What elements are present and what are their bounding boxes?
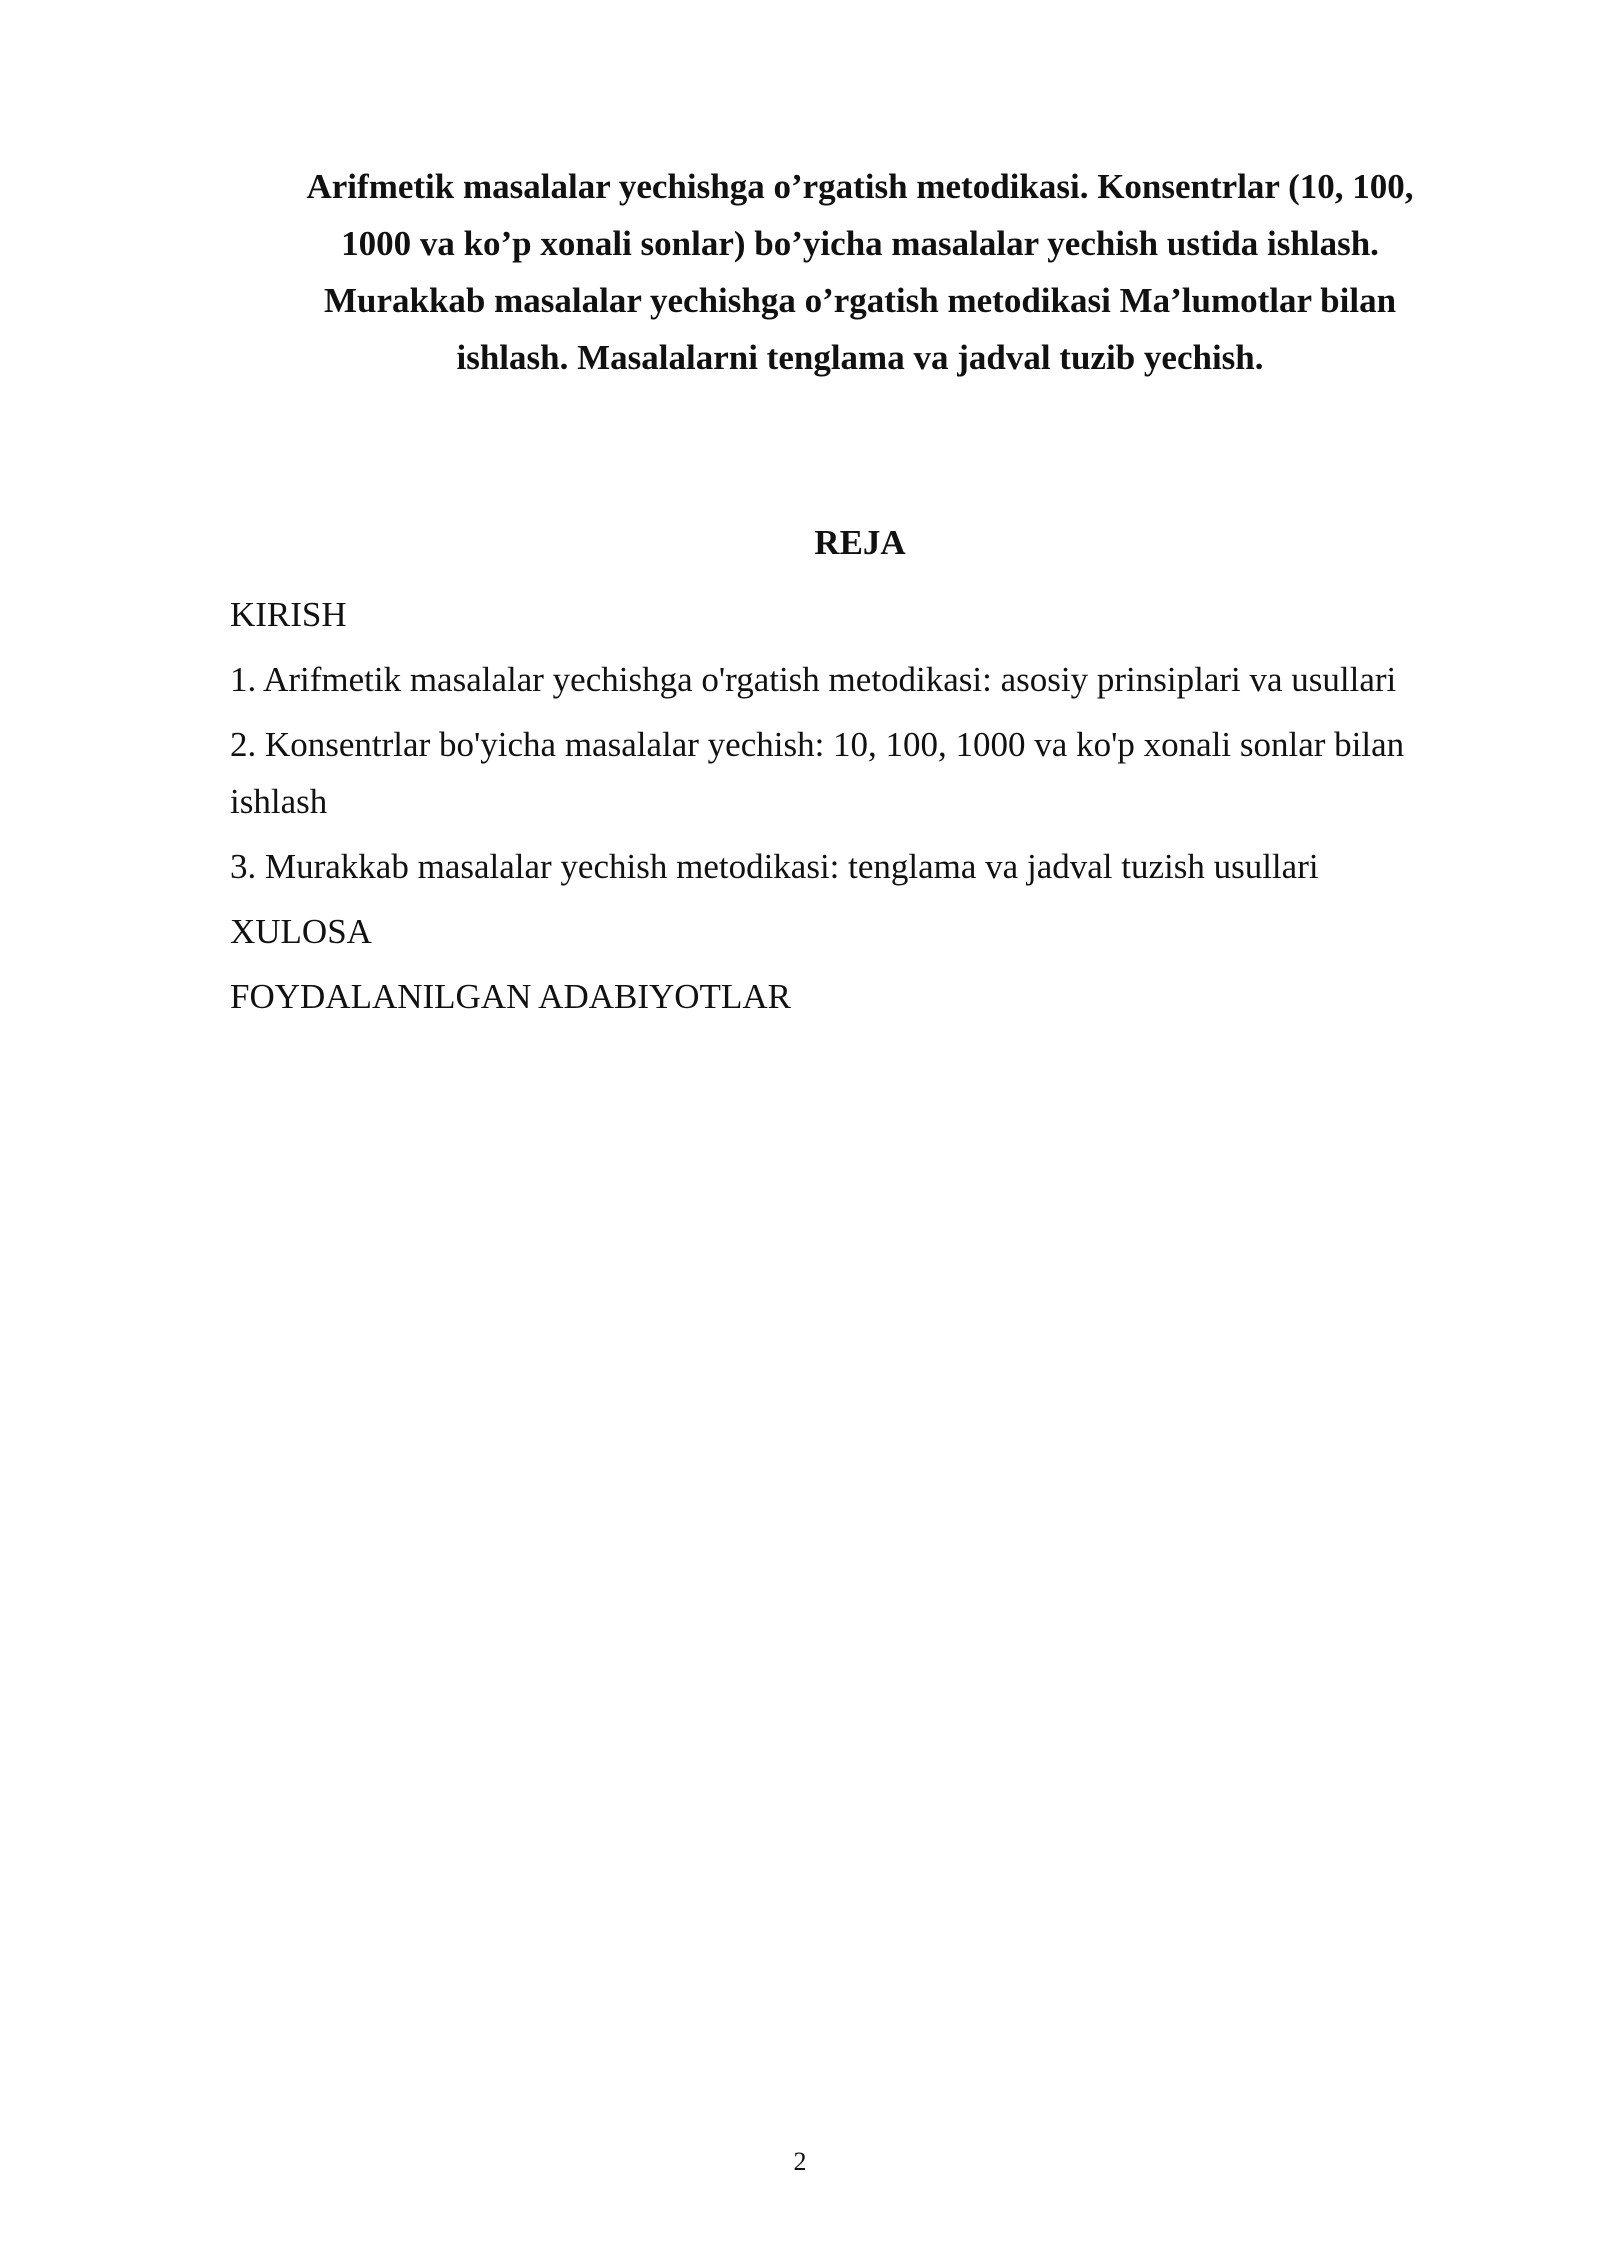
plan-list (230, 586, 1530, 1033)
plan-item-intro: KIRISH (230, 595, 347, 634)
title-line: ishlash. Masalalarni tenglama va jadval tuzib yechish. (456, 338, 1264, 377)
plan-heading: REJA (814, 523, 906, 562)
title-line: 1000 va ko’p xonali sonlar) bo’yicha masalalar yechish ustida ishlash. (341, 224, 1379, 263)
document-title (230, 158, 1490, 386)
plan-item-3: 3. Murakkab masalalar yechish metodikasi: tenglama va jadval tuzish usullari (230, 847, 1319, 886)
plan-item-references: FOYDALANILGAN ADABIYOTLAR (230, 977, 791, 1016)
title-line: Arifmetik masalalar yechishga o’rgatish metodikasi. Konsentrlar (10, 100, (306, 167, 1414, 206)
plan-item-2: 2. Konsentrlar bo'yicha masalalar yechish: 10, 100, 1000 va ko'p xonali sonlar bilan ishlash (230, 725, 1405, 821)
page-number: 2 (793, 2147, 807, 2176)
plan-item-conclusion: XULOSA (230, 912, 372, 951)
plan-item-1: 1. Arifmetik masalalar yechishga o'rgatish metodikasi: asosiy prinsiplari va usullari (230, 660, 1397, 699)
title-line: Murakkab masalalar yechishga o’rgatish metodikasi Ma’lumotlar bilan (323, 281, 1397, 320)
